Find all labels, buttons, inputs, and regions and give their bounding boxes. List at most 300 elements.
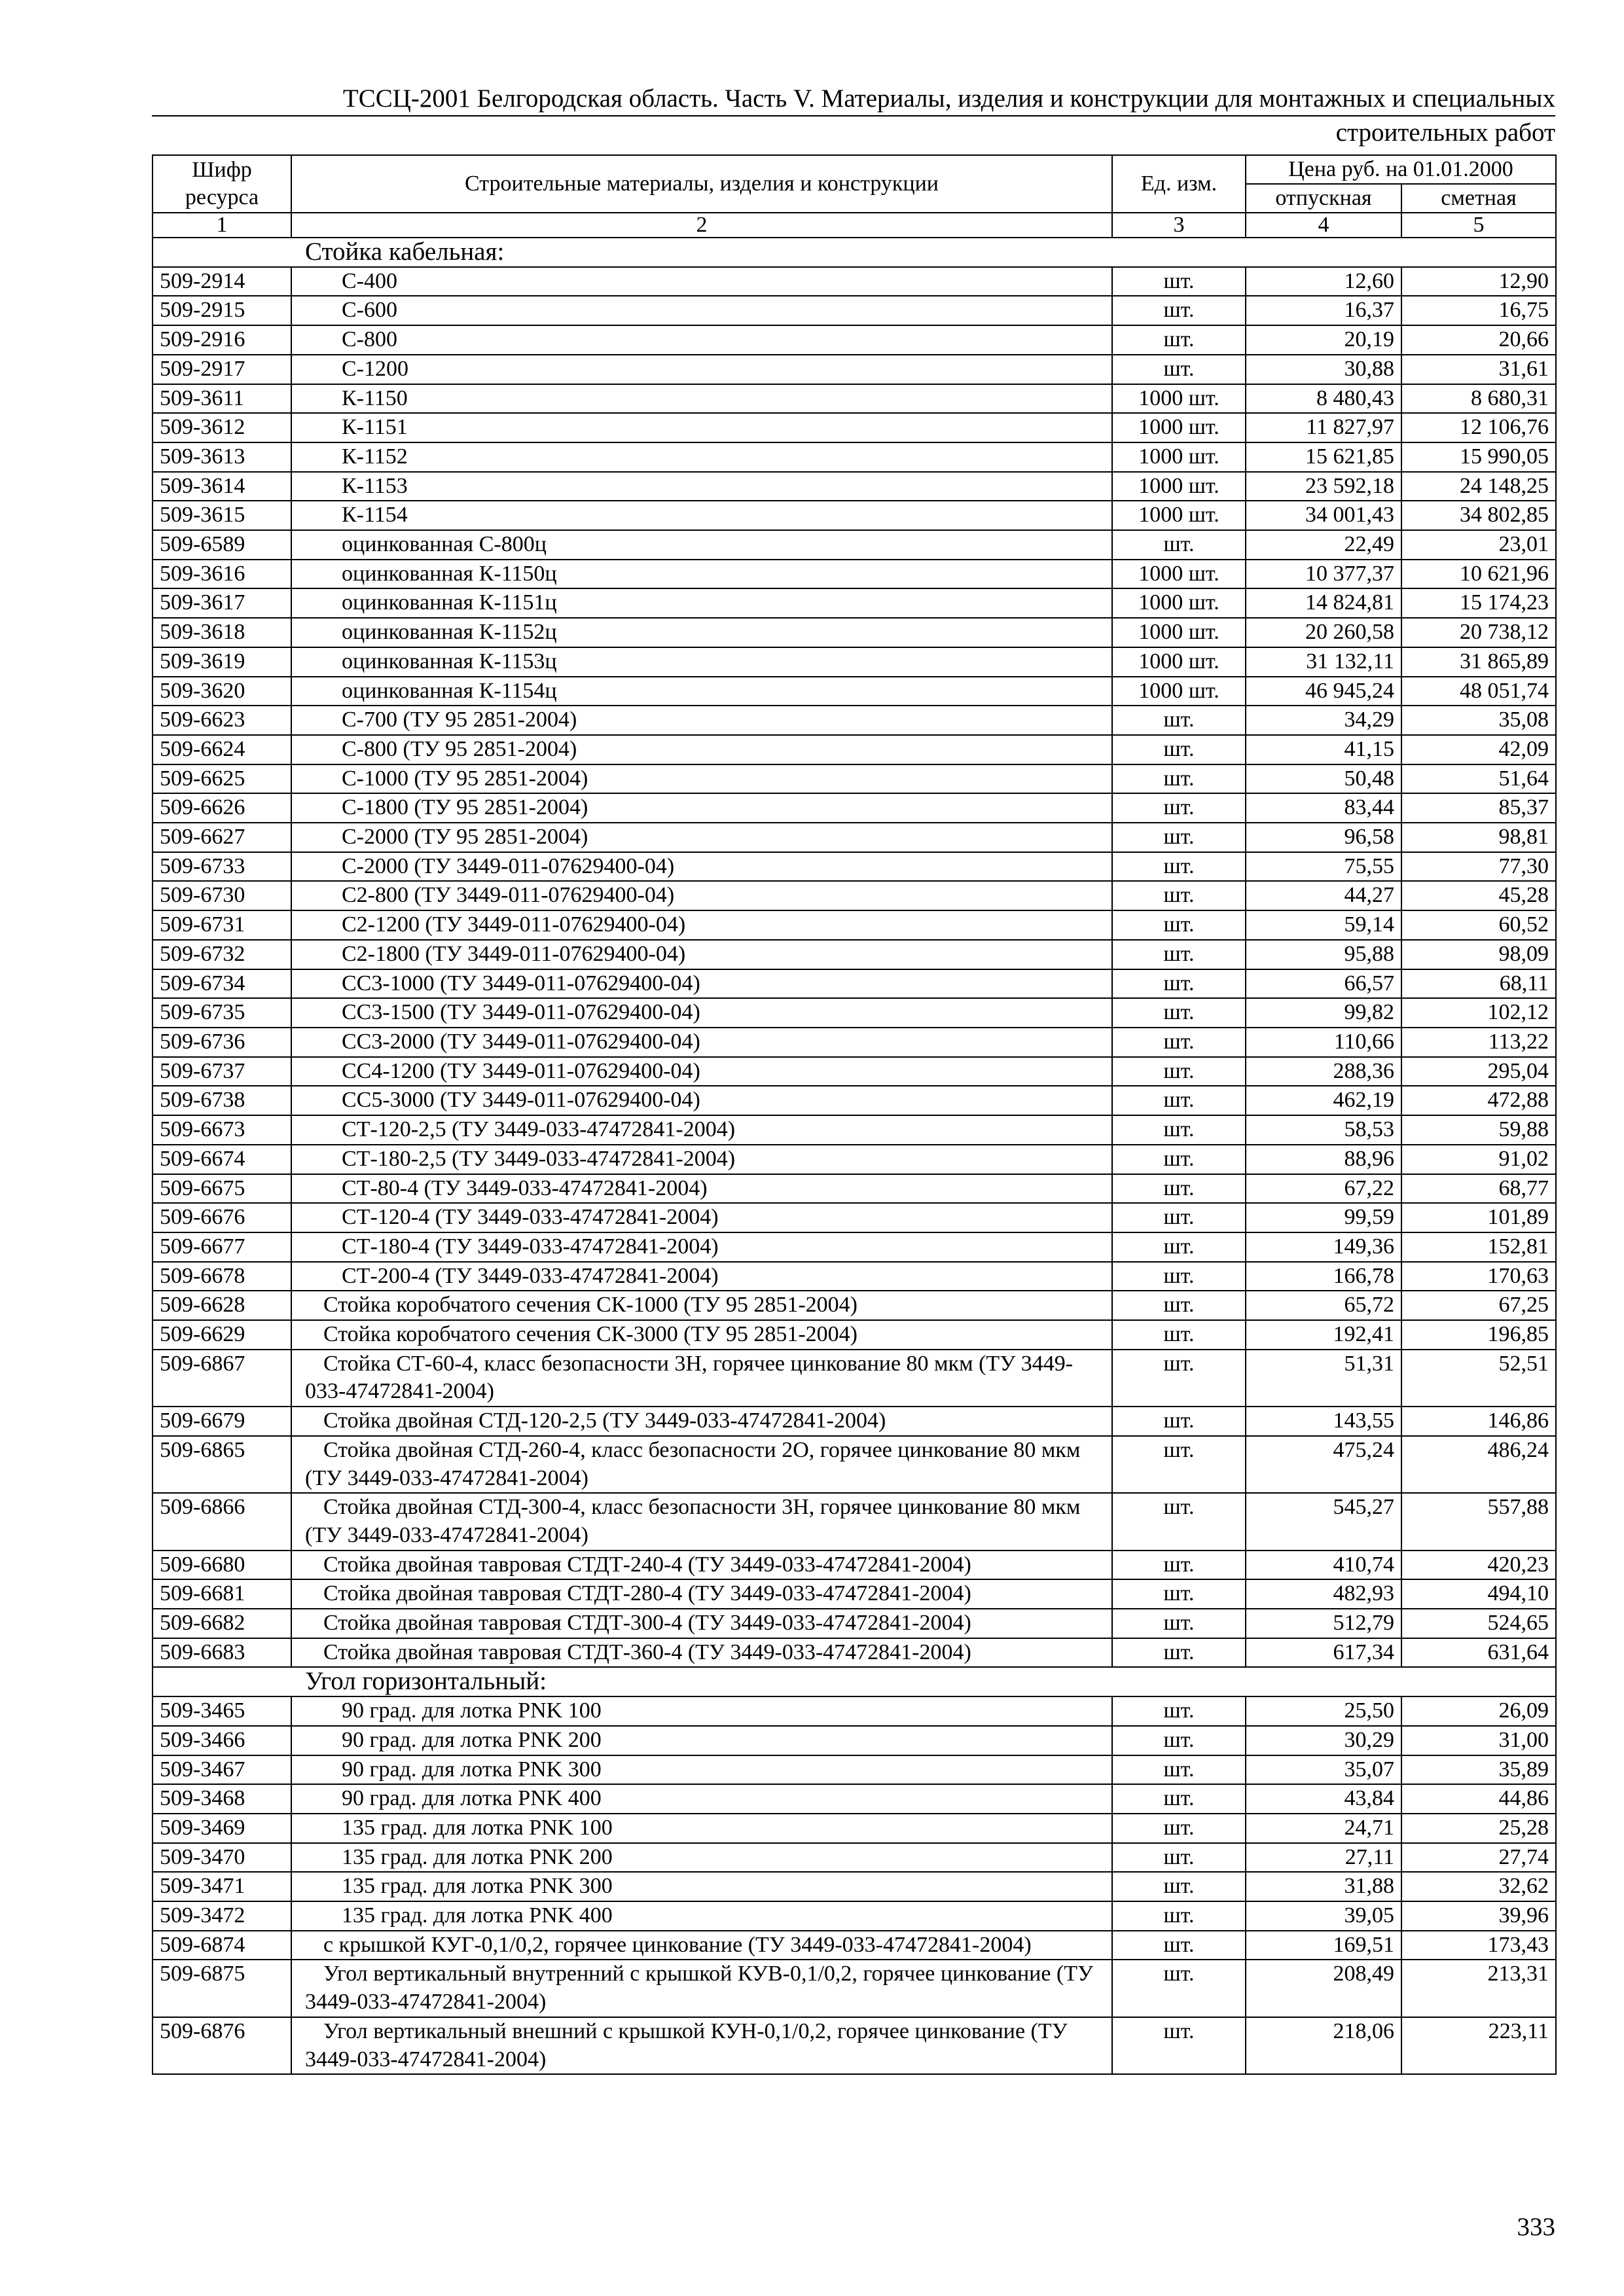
price-release: 67,22 [1246,1174,1401,1204]
resource-code: 509-3617 [153,588,291,618]
resource-code: 509-6867 [153,1350,291,1407]
material-name: С-1200 [291,355,1112,384]
unit-of-measure: шт. [1112,1784,1246,1814]
unit-of-measure: шт. [1112,1407,1246,1436]
material-name: оцинкованная К-1153ц [291,647,1112,677]
column-number: 5 [1401,213,1556,238]
price-release: 96,58 [1246,823,1401,852]
price-estimate: 98,09 [1401,940,1556,969]
table-row [153,1028,1556,1057]
unit-of-measure: шт. [1112,1901,1246,1931]
unit-of-measure: шт. [1112,940,1246,969]
price-estimate: 25,28 [1401,1814,1556,1843]
price-release: 192,41 [1246,1320,1401,1350]
material-name: 135 град. для лотка PNK 100 [291,1814,1112,1843]
table-row [153,735,1556,764]
resource-code: 509-3616 [153,560,291,589]
price-estimate: 42,09 [1401,735,1556,764]
price-estimate: 39,96 [1401,1901,1556,1931]
material-name: С-800 (ТУ 95 2851-2004) [291,735,1112,764]
material-name: СС5-3000 (ТУ 3449-011-07629400-04) [291,1086,1112,1115]
price-estimate: 85,37 [1401,793,1556,823]
price-release: 65,72 [1246,1291,1401,1320]
price-release: 51,31 [1246,1350,1401,1407]
price-release: 34 001,43 [1246,501,1401,530]
price-release: 46 945,24 [1246,677,1401,706]
price-estimate: 68,77 [1401,1174,1556,1204]
resource-code: 509-6683 [153,1638,291,1668]
price-release: 35,07 [1246,1755,1401,1785]
table-row [153,267,1556,296]
price-estimate: 223,11 [1401,2017,1556,2074]
resource-code: 509-3467 [153,1755,291,1785]
unit-of-measure: шт. [1112,1115,1246,1145]
resource-code: 509-6623 [153,706,291,735]
material-name: 90 град. для лотка PNK 400 [291,1784,1112,1814]
unit-of-measure: шт. [1112,881,1246,910]
price-release: 617,34 [1246,1638,1401,1668]
table-row [153,823,1556,852]
unit-of-measure: шт. [1112,1726,1246,1755]
unit-of-measure: шт. [1112,706,1246,735]
table-row [153,1115,1556,1145]
price-release: 11 827,97 [1246,413,1401,442]
resource-code: 509-3615 [153,501,291,530]
price-estimate: 27,74 [1401,1843,1556,1873]
material-name: Стойка двойная тавровая СТДТ-280-4 (ТУ 3449-033-47472841-2004) [291,1579,1112,1609]
resource-code: 509-6734 [153,969,291,999]
unit-of-measure: 1000 шт. [1112,647,1246,677]
unit-of-measure: шт. [1112,969,1246,999]
material-name: 90 град. для лотка PNK 300 [291,1755,1112,1785]
price-estimate: 524,65 [1401,1609,1556,1638]
resource-code: 509-6681 [153,1579,291,1609]
header-unit: Ед. изм. [1112,155,1246,213]
resource-code: 509-3613 [153,442,291,472]
section-title: Стойка кабельная: [153,238,1556,267]
price-release: 8 480,43 [1246,384,1401,414]
header-price: Цена руб. на 01.01.2000 [1246,155,1556,184]
resource-code: 509-6876 [153,2017,291,2074]
table-row [153,618,1556,647]
price-release: 44,27 [1246,881,1401,910]
price-estimate: 91,02 [1401,1145,1556,1174]
price-estimate: 60,52 [1401,910,1556,940]
price-release: 16,37 [1246,296,1401,325]
resource-code: 509-6674 [153,1145,291,1174]
material-name: Стойка двойная СТД-260-4, класс безопасности 2О, горячее цинкование 80 мкм (ТУ 3449-033-47472841-2004) [291,1436,1112,1493]
unit-of-measure: 1000 шт. [1112,588,1246,618]
price-estimate: 35,89 [1401,1755,1556,1785]
resource-code: 509-3614 [153,472,291,501]
price-estimate: 10 621,96 [1401,560,1556,589]
material-name: Стойка коробчатого сечения СК-1000 (ТУ 95 2851-2004) [291,1291,1112,1320]
table-row [153,1784,1556,1814]
unit-of-measure: шт. [1112,1262,1246,1291]
table-row [153,1579,1556,1609]
unit-of-measure: 1000 шт. [1112,501,1246,530]
section-row [153,238,1556,267]
resource-code: 509-3470 [153,1843,291,1873]
unit-of-measure: шт. [1112,530,1246,560]
unit-of-measure: шт. [1112,1174,1246,1204]
price-release: 208,49 [1246,1960,1401,2017]
price-estimate: 101,89 [1401,1203,1556,1232]
price-estimate: 31 865,89 [1401,647,1556,677]
price-release: 218,06 [1246,2017,1401,2074]
table-row [153,910,1556,940]
table-row [153,1291,1556,1320]
price-release: 83,44 [1246,793,1401,823]
table-header-row [153,155,1556,184]
price-release: 545,27 [1246,1493,1401,1550]
table-row [153,1609,1556,1638]
price-estimate: 35,08 [1401,706,1556,735]
unit-of-measure: шт. [1112,793,1246,823]
table-row [153,530,1556,560]
material-name: К-1151 [291,413,1112,442]
resource-code: 509-6731 [153,910,291,940]
resource-code: 509-6865 [153,1436,291,1493]
table-row [153,1755,1556,1785]
price-release: 30,88 [1246,355,1401,384]
table-row [153,1901,1556,1931]
table-row [153,647,1556,677]
resource-code: 509-3466 [153,1726,291,1755]
unit-of-measure: шт. [1112,1057,1246,1086]
price-release: 25,50 [1246,1696,1401,1726]
table-row [153,1086,1556,1115]
unit-of-measure: шт. [1112,267,1246,296]
price-estimate: 146,86 [1401,1407,1556,1436]
material-name: СТ-120-2,5 (ТУ 3449-033-47472841-2004) [291,1115,1112,1145]
unit-of-measure: шт. [1112,1872,1246,1901]
material-name: С-800 [291,325,1112,355]
price-release: 143,55 [1246,1407,1401,1436]
price-release: 75,55 [1246,852,1401,882]
price-estimate: 44,86 [1401,1784,1556,1814]
unit-of-measure: шт. [1112,1232,1246,1262]
unit-of-measure: шт. [1112,1931,1246,1960]
table-row [153,1638,1556,1668]
price-release: 30,29 [1246,1726,1401,1755]
table-row [153,2017,1556,2074]
section-row [153,1667,1556,1696]
unit-of-measure: шт. [1112,1320,1246,1350]
resource-code: 509-6736 [153,1028,291,1057]
unit-of-measure: 1000 шт. [1112,413,1246,442]
unit-of-measure: 1000 шт. [1112,384,1246,414]
price-estimate: 98,81 [1401,823,1556,852]
material-name: С-2000 (ТУ 95 2851-2004) [291,823,1112,852]
unit-of-measure: шт. [1112,1291,1246,1320]
price-release: 23 592,18 [1246,472,1401,501]
material-name: СТ-200-4 (ТУ 3449-033-47472841-2004) [291,1262,1112,1291]
table-row [153,501,1556,530]
resource-code: 509-6673 [153,1115,291,1145]
price-estimate: 31,61 [1401,355,1556,384]
price-release: 462,19 [1246,1086,1401,1115]
resource-code: 509-2914 [153,267,291,296]
price-release: 10 377,37 [1246,560,1401,589]
column-number-row [153,213,1556,238]
material-name: К-1150 [291,384,1112,414]
price-estimate: 16,75 [1401,296,1556,325]
header-price-estimate: сметная [1401,184,1556,213]
unit-of-measure: шт. [1112,910,1246,940]
unit-of-measure: шт. [1112,1436,1246,1493]
resource-code: 509-6732 [153,940,291,969]
resource-code: 509-6679 [153,1407,291,1436]
unit-of-measure: шт. [1112,1609,1246,1638]
running-header [152,84,1555,148]
resource-code: 509-6730 [153,881,291,910]
material-name: Стойка СТ-60-4, класс безопасности 3Н, горячее цинкование 80 мкм (ТУ 3449-033-47472841-2004) [291,1350,1112,1407]
resource-code: 509-3618 [153,618,291,647]
price-estimate: 420,23 [1401,1551,1556,1580]
material-name: оцинкованная С-800ц [291,530,1112,560]
material-name: С-600 [291,296,1112,325]
material-name: оцинкованная К-1152ц [291,618,1112,647]
table-row [153,706,1556,735]
price-estimate: 20,66 [1401,325,1556,355]
unit-of-measure: шт. [1112,355,1246,384]
price-estimate: 59,88 [1401,1115,1556,1145]
price-release: 39,05 [1246,1901,1401,1931]
material-name: Стойка двойная тавровая СТДТ-360-4 (ТУ 3449-033-47472841-2004) [291,1638,1112,1668]
table-row [153,1407,1556,1436]
resource-code: 509-6678 [153,1262,291,1291]
material-name: СТ-180-4 (ТУ 3449-033-47472841-2004) [291,1232,1112,1262]
price-estimate: 295,04 [1401,1057,1556,1086]
unit-of-measure: 1000 шт. [1112,677,1246,706]
unit-of-measure: шт. [1112,1145,1246,1174]
table-row [153,852,1556,882]
table-row [153,1931,1556,1960]
resource-code: 509-6625 [153,764,291,794]
price-release: 410,74 [1246,1551,1401,1580]
price-estimate: 15 990,05 [1401,442,1556,472]
table-row [153,1843,1556,1873]
price-estimate: 77,30 [1401,852,1556,882]
table-row [153,677,1556,706]
resource-code: 509-2917 [153,355,291,384]
material-name: К-1153 [291,472,1112,501]
resource-code: 509-3612 [153,413,291,442]
price-release: 482,93 [1246,1579,1401,1609]
table-row [153,1174,1556,1204]
price-release: 288,36 [1246,1057,1401,1086]
resource-code: 509-6626 [153,793,291,823]
unit-of-measure: шт. [1112,296,1246,325]
resource-code: 509-6874 [153,1931,291,1960]
resource-code: 509-6735 [153,998,291,1028]
resource-code: 509-2915 [153,296,291,325]
header-name: Строительные материалы, изделия и конструкции [291,155,1112,213]
material-name: С-700 (ТУ 95 2851-2004) [291,706,1112,735]
resource-code: 509-3468 [153,1784,291,1814]
price-release: 99,59 [1246,1203,1401,1232]
table-row [153,940,1556,969]
resource-code: 509-3619 [153,647,291,677]
material-name: Угол вертикальный внутренний с крышкой КУВ-0,1/0,2, горячее цинкование (ТУ 3449-033-47472841-2004) [291,1960,1112,2017]
table-row [153,764,1556,794]
table-row [153,1872,1556,1901]
resource-code: 509-6676 [153,1203,291,1232]
material-name: СТ-80-4 (ТУ 3449-033-47472841-2004) [291,1174,1112,1204]
material-name: 90 град. для лотка PNK 200 [291,1726,1112,1755]
unit-of-measure: шт. [1112,1350,1246,1407]
resource-code: 509-6627 [153,823,291,852]
price-estimate: 196,85 [1401,1320,1556,1350]
table-row [153,1551,1556,1580]
column-number: 3 [1112,213,1246,238]
resource-code: 509-3620 [153,677,291,706]
material-name: Стойка двойная СТД-300-4, класс безопасности 3Н, горячее цинкование 80 мкм (ТУ 3449-033-47472841-2004) [291,1493,1112,1550]
unit-of-measure: шт. [1112,1028,1246,1057]
price-release: 512,79 [1246,1609,1401,1638]
price-estimate: 170,63 [1401,1262,1556,1291]
price-estimate: 15 174,23 [1401,588,1556,618]
table-row [153,998,1556,1028]
material-name: оцинкованная К-1154ц [291,677,1112,706]
price-estimate: 173,43 [1401,1931,1556,1960]
price-release: 43,84 [1246,1784,1401,1814]
price-release: 27,11 [1246,1843,1401,1873]
material-name: Стойка двойная тавровая СТДТ-240-4 (ТУ 3449-033-47472841-2004) [291,1551,1112,1580]
material-name: К-1154 [291,501,1112,530]
price-release: 31 132,11 [1246,647,1401,677]
price-estimate: 32,62 [1401,1872,1556,1901]
price-release: 88,96 [1246,1145,1401,1174]
price-estimate: 34 802,85 [1401,501,1556,530]
unit-of-measure: шт. [1112,325,1246,355]
price-estimate: 152,81 [1401,1232,1556,1262]
unit-of-measure: шт. [1112,1960,1246,2017]
price-estimate: 102,12 [1401,998,1556,1028]
material-name: К-1152 [291,442,1112,472]
table-row [153,413,1556,442]
price-release: 20,19 [1246,325,1401,355]
page-number: 333 [1517,2213,1555,2241]
price-release: 12,60 [1246,267,1401,296]
price-release: 15 621,85 [1246,442,1401,472]
unit-of-measure: шт. [1112,1086,1246,1115]
material-name: С-1000 (ТУ 95 2851-2004) [291,764,1112,794]
resource-code: 509-6680 [153,1551,291,1580]
table-row [153,296,1556,325]
price-estimate: 26,09 [1401,1696,1556,1726]
material-name: СТ-120-4 (ТУ 3449-033-47472841-2004) [291,1203,1112,1232]
price-estimate: 557,88 [1401,1493,1556,1550]
material-name: СС3-1000 (ТУ 3449-011-07629400-04) [291,969,1112,999]
price-estimate: 486,24 [1401,1436,1556,1493]
material-name: Стойка двойная СТД-120-2,5 (ТУ 3449-033-47472841-2004) [291,1407,1112,1436]
price-estimate: 51,64 [1401,764,1556,794]
price-release: 20 260,58 [1246,618,1401,647]
resource-code: 509-6628 [153,1291,291,1320]
material-name: 135 град. для лотка PNK 400 [291,1901,1112,1931]
unit-of-measure: 1000 шт. [1112,442,1246,472]
table-row [153,793,1556,823]
price-estimate: 45,28 [1401,881,1556,910]
column-number: 4 [1246,213,1401,238]
table-row [153,1436,1556,1493]
table-row [153,969,1556,999]
price-estimate: 23,01 [1401,530,1556,560]
price-release: 14 824,81 [1246,588,1401,618]
table-row [153,1350,1556,1407]
unit-of-measure: шт. [1112,1551,1246,1580]
table-row [153,1057,1556,1086]
price-release: 169,51 [1246,1931,1401,1960]
material-name: Стойка коробчатого сечения СК-3000 (ТУ 95 2851-2004) [291,1320,1112,1350]
price-estimate: 12,90 [1401,267,1556,296]
table-row [153,472,1556,501]
price-release: 95,88 [1246,940,1401,969]
unit-of-measure: шт. [1112,1755,1246,1785]
price-estimate: 31,00 [1401,1726,1556,1755]
unit-of-measure: шт. [1112,1493,1246,1550]
table-row [153,442,1556,472]
unit-of-measure: 1000 шт. [1112,472,1246,501]
resource-code: 509-6589 [153,530,291,560]
price-estimate: 631,64 [1401,1638,1556,1668]
unit-of-measure: шт. [1112,1696,1246,1726]
price-estimate: 20 738,12 [1401,618,1556,647]
resource-code: 509-3465 [153,1696,291,1726]
table-row [153,881,1556,910]
resource-code: 509-3472 [153,1901,291,1931]
price-estimate: 494,10 [1401,1579,1556,1609]
resource-code: 509-6733 [153,852,291,882]
section-title: Угол горизонтальный: [153,1667,1556,1696]
resource-code: 509-6675 [153,1174,291,1204]
unit-of-measure: шт. [1112,735,1246,764]
material-name: СС3-2000 (ТУ 3449-011-07629400-04) [291,1028,1112,1057]
table-row [153,325,1556,355]
price-table [152,154,1557,2075]
unit-of-measure: 1000 шт. [1112,560,1246,589]
price-release: 99,82 [1246,998,1401,1028]
price-release: 59,14 [1246,910,1401,940]
material-name: С-2000 (ТУ 3449-011-07629400-04) [291,852,1112,882]
price-release: 31,88 [1246,1872,1401,1901]
unit-of-measure: шт. [1112,1843,1246,1873]
material-name: С-1800 (ТУ 95 2851-2004) [291,793,1112,823]
table-row [153,1145,1556,1174]
material-name: Угол вертикальный внешний с крышкой КУН-0,1/0,2, горячее цинкование (ТУ 3449-033-47472841-2004) [291,2017,1112,2074]
material-name: СС4-1200 (ТУ 3449-011-07629400-04) [291,1057,1112,1086]
unit-of-measure: шт. [1112,1638,1246,1668]
price-release: 50,48 [1246,764,1401,794]
price-estimate: 24 148,25 [1401,472,1556,501]
running-header-line1: ТССЦ-2001 Белгородская область. Часть V. Материалы, изделия и конструкции для монтажных и специальных [342,84,1555,113]
resource-code: 509-2916 [153,325,291,355]
table-row [153,1726,1556,1755]
material-name: С2-1800 (ТУ 3449-011-07629400-04) [291,940,1112,969]
unit-of-measure: шт. [1112,1814,1246,1843]
unit-of-measure: шт. [1112,823,1246,852]
table-row [153,1232,1556,1262]
material-name: Стойка двойная тавровая СТДТ-300-4 (ТУ 3449-033-47472841-2004) [291,1609,1112,1638]
running-header-line2: строительных работ [1335,118,1555,147]
unit-of-measure: шт. [1112,1203,1246,1232]
price-estimate: 48 051,74 [1401,677,1556,706]
resource-code: 509-3471 [153,1872,291,1901]
table-row [153,384,1556,414]
price-estimate: 213,31 [1401,1960,1556,2017]
